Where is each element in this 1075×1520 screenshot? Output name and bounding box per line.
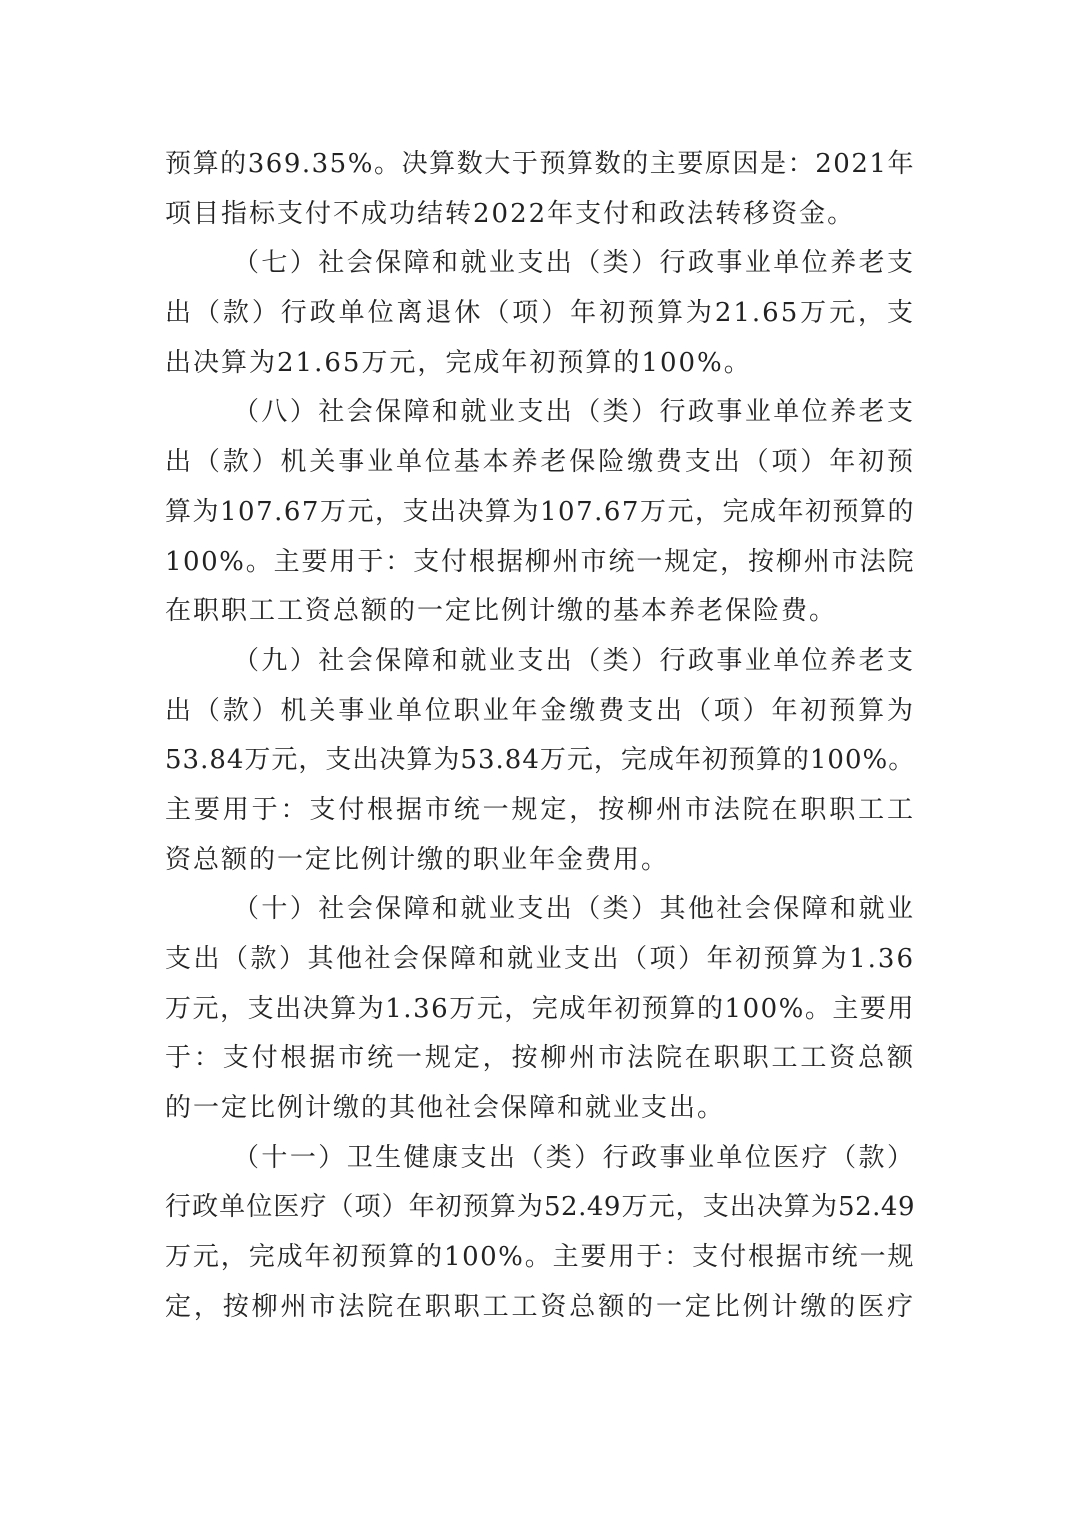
text-line-18: 万元，支出决算为1.36万元，完成年初预算的100%。主要用 bbox=[165, 993, 915, 1024]
text-line-10: 在职职工工资总额的一定比例计缴的基本养老保险费。 bbox=[165, 596, 838, 627]
text-line-17: 支出（款）其他社会保障和就业支出（项）年初预算为1.36 bbox=[165, 944, 915, 974]
text-line-20: 的一定比例计缴的其他社会保障和就业支出。 bbox=[165, 1093, 726, 1124]
text-line-12: 出（款）机关事业单位职业年金缴费支出（项）年初预算为 bbox=[165, 695, 915, 726]
text-line-7: 出（款）机关事业单位基本养老保险缴费支出（项）年初预 bbox=[165, 447, 915, 478]
text-line-2: 项目指标支付不成功结转2022年支付和政法转移资金。 bbox=[165, 198, 856, 229]
text-line-13: 53.84万元，支出决算为53.84万元，完成年初预算的100%。 bbox=[165, 745, 916, 776]
document-body bbox=[165, 140, 915, 1333]
text-line-14: 主要用于：支付根据市统一规定，按柳州市法院在职职工工 bbox=[165, 794, 915, 825]
text-line-4: 出（款）行政单位离退休（项）年初预算为21.65万元，支 bbox=[165, 298, 915, 329]
text-line-8: 算为107.67万元，支出决算为107.67万元，完成年初预算的 bbox=[165, 496, 915, 527]
text-line-23: 万元，完成年初预算的100%。主要用于：支付根据市统一规 bbox=[165, 1242, 915, 1273]
text-line-11: （九）社会保障和就业支出（类）行政事业单位养老支 bbox=[233, 645, 915, 676]
text-line-1: 预算的369.35%。决算数大于预算数的主要原因是：2021年 bbox=[165, 149, 915, 179]
text-line-3: （七）社会保障和就业支出（类）行政事业单位养老支 bbox=[233, 248, 915, 279]
text-line-21: （十一）卫生健康支出（类）行政事业单位医疗（款） bbox=[233, 1142, 915, 1173]
text-line-24: 定，按柳州市法院在职职工工资总额的一定比例计缴的医疗 bbox=[165, 1291, 915, 1322]
text-line-22: 行政单位医疗（项）年初预算为52.49万元，支出决算为52.49 bbox=[165, 1192, 915, 1223]
text-line-19: 于：支付根据市统一规定，按柳州市法院在职职工工资总额 bbox=[165, 1043, 915, 1074]
text-line-9: 100%。主要用于：支付根据柳州市统一规定，按柳州市法院 bbox=[165, 546, 915, 577]
text-line-16: （十）社会保障和就业支出（类）其他社会保障和就业 bbox=[233, 894, 915, 925]
text-line-6: （八）社会保障和就业支出（类）行政事业单位养老支 bbox=[233, 397, 915, 428]
text-line-5: 出决算为21.65万元，完成年初预算的100%。 bbox=[165, 347, 752, 378]
text-line-15: 资总额的一定比例计缴的职业年金费用。 bbox=[165, 844, 670, 875]
